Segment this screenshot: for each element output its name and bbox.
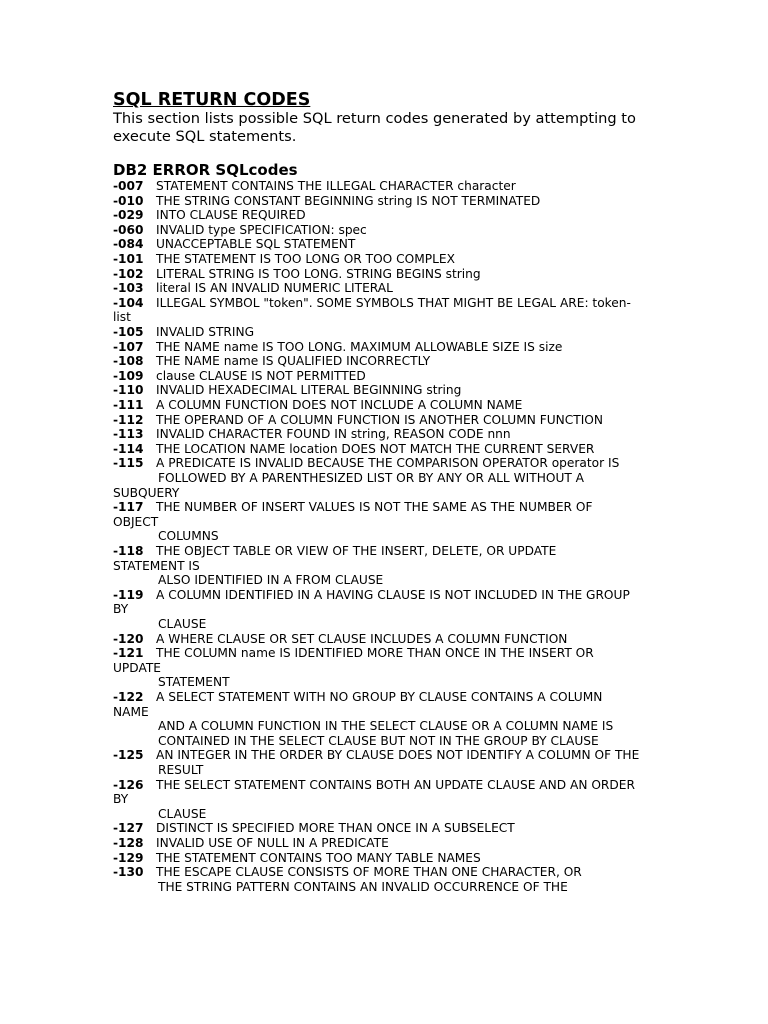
sqlcode-description: RESULT [158, 763, 204, 777]
sqlcode-description: CONTAINED IN THE SELECT CLAUSE BUT NOT IN THE GROUP BY CLAUSE [158, 733, 599, 748]
error-code-entry [113, 281, 393, 296]
sqlcode: -103 [113, 281, 144, 296]
sqlcode-description: INVALID USE OF NULL IN A PREDICATE [156, 836, 389, 850]
sqlcode: -060 [113, 222, 144, 237]
error-code-continuation [113, 792, 128, 807]
error-code-entry [113, 851, 481, 866]
sqlcode-description: THE NUMBER OF INSERT VALUES IS NOT THE SAME AS THE NUMBER OF [156, 500, 593, 515]
sqlcode-description: ILLEGAL SYMBOL "token". SOME SYMBOLS THAT MIGHT BE LEGAL ARE: token- [156, 295, 631, 310]
sqlcode: -111 [113, 398, 144, 412]
error-code-entry [113, 267, 481, 282]
error-code-entry [113, 836, 389, 851]
sqlcode: -084 [113, 237, 144, 252]
sqlcode: -121 [113, 646, 144, 661]
sqlcode-description: SUBQUERY [113, 485, 180, 500]
error-code-continuation [113, 515, 158, 530]
error-code-entry [113, 296, 631, 311]
error-code-continuation [158, 807, 206, 822]
sqlcode-description: STATEMENT IS [113, 558, 200, 573]
sqlcode-description: BY [113, 792, 129, 807]
sqlcode: -120 [113, 631, 144, 646]
error-code-continuation [113, 661, 161, 676]
intro-line-1: This section lists possible SQL return codes generated by attempting to [113, 110, 636, 127]
sqlcode-description: BY [113, 602, 129, 617]
sqlcode-description: THE LOCATION NAME location DOES NOT MATCH THE CURRENT SERVER [156, 441, 595, 456]
error-code-entry [113, 544, 556, 559]
sqlcode: -122 [113, 690, 144, 704]
sqlcode-description: A COLUMN FUNCTION DOES NOT INCLUDE A COLUMN NAME [156, 398, 523, 412]
error-code-entry [113, 340, 562, 355]
sqlcode: -114 [113, 441, 144, 456]
error-code-continuation [113, 310, 131, 325]
sqlcode: -117 [113, 500, 144, 515]
sqlcode-description: THE NAME name IS TOO LONG. MAXIMUM ALLOWABLE SIZE IS size [156, 339, 563, 354]
sqlcode: -128 [113, 836, 144, 850]
error-code-entry [113, 442, 594, 457]
sqlcode-description: INVALID HEXADECIMAL LITERAL BEGINNING string [156, 383, 462, 398]
sqlcode: -129 [113, 850, 144, 865]
sqlcode: -007 [113, 179, 144, 193]
sqlcode-description: AND A COLUMN FUNCTION IN THE SELECT CLAUSE OR A COLUMN NAME IS [158, 719, 614, 734]
sqlcode-description: THE STRING PATTERN CONTAINS AN INVALID OCCURRENCE OF THE [158, 879, 568, 894]
sqlcode-description: THE STATEMENT IS TOO LONG OR TOO COMPLEX [156, 252, 455, 266]
sqlcode-description: FOLLOWED BY A PARENTHESIZED LIST OR BY ANY OR ALL WITHOUT A [158, 471, 585, 485]
sqlcode-description: CLAUSE [158, 806, 207, 821]
sqlcode: -125 [113, 748, 144, 763]
sqlcode-description: A SELECT STATEMENT WITH NO GROUP BY CLAUSE CONTAINS A COLUMN [156, 690, 603, 704]
sqlcode-description: LITERAL STRING IS TOO LONG. STRING BEGINS string [156, 266, 481, 281]
error-code-continuation [158, 471, 584, 486]
sqlcode: -118 [113, 544, 144, 558]
error-code-entry [113, 354, 430, 369]
sqlcode: -029 [113, 208, 144, 223]
sqlcode-description: A WHERE CLAUSE OR SET CLAUSE INCLUDES A COLUMN FUNCTION [156, 631, 568, 646]
error-code-entry [113, 778, 635, 793]
error-code-entry [113, 646, 594, 661]
sqlcode: -126 [113, 777, 144, 792]
sqlcode-description: THE OBJECT TABLE OR VIEW OF THE INSERT, DELETE, OR UPDATE [156, 544, 557, 558]
sqlcode-description: UPDATE [113, 660, 161, 675]
error-code-entry [113, 865, 582, 880]
sqlcode: -105 [113, 325, 144, 339]
error-code-entry [113, 748, 639, 763]
sqlcode: -110 [113, 383, 144, 398]
sqlcode-description: INVALID type SPECIFICATION: spec [156, 222, 367, 237]
sqlcode-description: list [113, 310, 131, 325]
sqlcode-description: clause CLAUSE IS NOT PERMITTED [156, 368, 366, 383]
error-code-entry [113, 179, 516, 194]
error-code-entry [113, 821, 515, 836]
error-code-continuation [158, 675, 230, 690]
sqlcode-description: INTO CLAUSE REQUIRED [156, 208, 306, 223]
error-code-entry [113, 427, 511, 442]
sqlcode: -115 [113, 456, 144, 471]
sqlcode: -127 [113, 821, 144, 836]
sqlcode-description: ALSO IDENTIFIED IN A FROM CLAUSE [158, 573, 384, 588]
sqlcode-description: THE COLUMN name IS IDENTIFIED MORE THAN ONCE IN THE INSERT OR [156, 646, 594, 661]
sqlcode-description: A COLUMN IDENTIFIED IN A HAVING CLAUSE IS NOT INCLUDED IN THE GROUP [156, 587, 630, 602]
error-code-continuation [158, 617, 206, 632]
sqlcode-description: THE NAME name IS QUALIFIED INCORRECTLY [156, 354, 431, 369]
error-code-continuation [158, 719, 613, 734]
error-code-entry [113, 194, 540, 209]
error-code-entry [113, 500, 592, 515]
sqlcode-description: UNACCEPTABLE SQL STATEMENT [156, 237, 356, 252]
error-code-entry [113, 398, 522, 413]
error-code-entry [113, 252, 455, 267]
sqlcode: -104 [113, 295, 144, 310]
sqlcode: -108 [113, 354, 144, 369]
sqlcode: -101 [113, 252, 144, 266]
sqlcode-description: THE SELECT STATEMENT CONTAINS BOTH AN UPDATE CLAUSE AND AN ORDER [156, 777, 635, 792]
error-code-entry [113, 413, 603, 428]
error-code-continuation [158, 529, 219, 544]
sqlcode-description: THE STRING CONSTANT BEGINNING string IS NOT TERMINATED [156, 193, 541, 208]
sqlcode: -113 [113, 427, 144, 442]
sqlcode-description: INVALID CHARACTER FOUND IN string, REASON CODE nnn [156, 427, 511, 442]
error-code-entry [113, 588, 630, 603]
sqlcode-description: NAME [113, 704, 149, 719]
sqlcode-description: A PREDICATE IS INVALID BECAUSE THE COMPARISON OPERATOR operator IS [156, 456, 620, 471]
sqlcode-description: THE OPERAND OF A COLUMN FUNCTION IS ANOTHER COLUMN FUNCTION [156, 412, 604, 427]
sqlcode-description: STATEMENT [158, 675, 230, 690]
error-code-continuation [113, 602, 128, 617]
sqlcode-description: CLAUSE [158, 617, 207, 631]
sqlcode-description: AN INTEGER IN THE ORDER BY CLAUSE DOES NOT IDENTIFY A COLUMN OF THE [156, 748, 640, 763]
sqlcode: -112 [113, 412, 144, 427]
sqlcode-description: OBJECT [113, 514, 159, 529]
intro-line-2: execute SQL statements. [113, 128, 297, 145]
page-title: SQL RETURN CODES [113, 90, 311, 110]
sqlcode: -010 [113, 193, 144, 208]
error-code-continuation [113, 486, 179, 501]
intro-paragraph [113, 110, 673, 146]
sqlcode-description: STATEMENT CONTAINS THE ILLEGAL CHARACTER character [156, 179, 516, 193]
error-code-entry [113, 369, 366, 384]
sqlcode: -102 [113, 266, 144, 281]
sqlcode-description: INVALID STRING [156, 325, 255, 339]
error-code-entry [113, 632, 567, 647]
error-code-continuation [113, 705, 149, 720]
sqlcode-description: literal IS AN INVALID NUMERIC LITERAL [156, 281, 393, 296]
error-code-entry [113, 223, 367, 238]
sqlcode: -119 [113, 587, 144, 602]
sqlcode-description: DISTINCT IS SPECIFIED MORE THAN ONCE IN A SUBSELECT [156, 821, 515, 836]
error-code-entry [113, 690, 602, 705]
sqlcode-description: THE STATEMENT CONTAINS TOO MANY TABLE NAMES [156, 850, 481, 865]
sqlcode: -107 [113, 339, 144, 354]
error-code-entry [113, 456, 619, 471]
error-code-continuation [158, 880, 568, 895]
error-code-entry [113, 208, 306, 223]
error-code-entry [113, 325, 254, 340]
section-heading: DB2 ERROR SQLcodes [113, 161, 298, 179]
error-code-entry [113, 237, 355, 252]
sqlcode-description: THE ESCAPE CLAUSE CONSISTS OF MORE THAN ONE CHARACTER, OR [156, 865, 582, 880]
error-code-continuation [158, 573, 383, 588]
error-code-continuation [113, 559, 200, 574]
sqlcode-description: COLUMNS [158, 529, 219, 544]
error-code-continuation [158, 734, 599, 749]
sqlcode: -130 [113, 865, 144, 880]
error-code-entry [113, 383, 461, 398]
error-code-continuation [158, 763, 203, 778]
sqlcode: -109 [113, 368, 144, 383]
